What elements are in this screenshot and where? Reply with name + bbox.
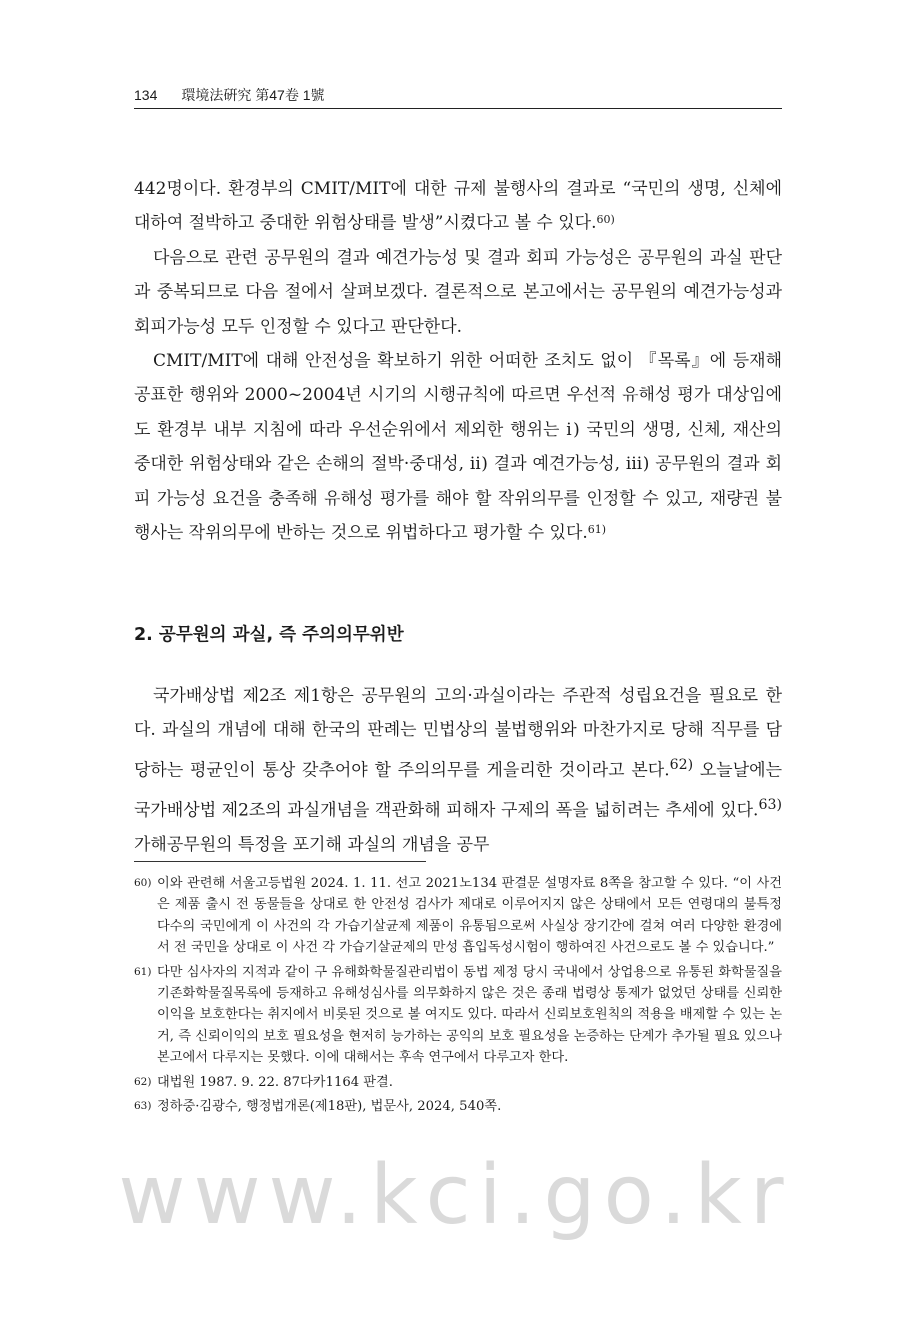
paragraph <box>134 344 782 550</box>
paragraph-text: 오늘날에는 국가배상법 제2조의 과실개념을 객관화해 피해자 구제의 폭을 넓히려는 추세에 있다. <box>134 760 782 821</box>
footnote-text: 다만 심사자의 지적과 같이 구 유해화학물질관리법이 동법 제정 당시 국내에서 상업용으로 유통된 화학물질을 기존화학물질목록에 등재하고 유해성심사를 의무화하지 않은 것은 종래 법령상 통제가 없었던 상태를 신뢰한 이익을 보호한다는 취지에서 비롯된 것으로 볼 여지도 있다. 따라서 신뢰보호원칙의 적용을 배제할 수 있는 논거, 즉 신뢰이익의 보호 필요성을 현저히 능가하는 공익의 보호 필요성을 논증하는 단계가 추가될 필요 있으나 본고에서 다루지는 못했다. 이에 대해서는 후속 연구에서 다루고자 한다. <box>157 964 782 1066</box>
section-heading: 2. 공무원의 과실, 즉 주의의무위반 <box>134 625 404 645</box>
journal-title: 環境法硏究 第47卷 1號 <box>181 87 325 103</box>
page-number: 134 <box>134 87 158 103</box>
footnotes <box>134 873 782 1120</box>
paragraph <box>134 172 782 241</box>
footnote-number: 61) <box>134 965 152 978</box>
paragraph-text: 가해공무원의 특정을 포기해 과실의 개념을 공무 <box>134 834 490 855</box>
footnote <box>134 1096 782 1117</box>
footnote-text: 정하중·김광수, 행정법개론(제18판), 법문사, 2024, 540쪽. <box>157 1099 502 1115</box>
paragraph <box>134 241 782 344</box>
running-header <box>134 84 782 109</box>
body-text-section <box>134 679 782 862</box>
footnote-text: 이와 관련해 서울고등법원 2024. 1. 11. 선고 2021노134 판결문 설명자료 8쪽을 참고할 수 있다. “이 사건은 제품 출시 전 동물들을 상대로 한 안전성 검사가 제대로 이루어지지 않은 상태에서 모든 연령대의 불특정 다수의 국민에게 이 사건의 각 가습기살균제 제품이 유통됨으로써 사실상 장기간에 걸쳐 여러 다양한 환경에서 전 국민을 상대로 이 사건 각 가습기살균제의 만성 흡입독성시험이 행하여진 사건으로도 볼 수 있습니다.” <box>157 876 782 956</box>
footnote-ref-60[interactable]: 60) <box>596 213 615 227</box>
paragraph <box>134 679 782 862</box>
footnote <box>134 962 782 1069</box>
footnote-ref-62[interactable]: 62) <box>669 756 694 773</box>
footnote-number: 63) <box>134 1100 152 1113</box>
footnote <box>134 873 782 959</box>
footnote-ref-61[interactable]: 61) <box>587 523 607 537</box>
footnote-divider <box>134 861 426 862</box>
body-text-top <box>134 172 782 550</box>
footnote-text: 대법원 1987. 9. 22. 87다카1164 판결. <box>157 1074 393 1090</box>
paragraph-text: CMIT/MIT에 대해 안전성을 확보하기 위한 어떠한 조치도 없이 『목록』에 등재해 공표한 행위와 2000~2004년 시기의 시행규칙에 따르면 우선적 유해성 평가 대상임에도 환경부 내부 지침에 따라 우선순위에서 제외한 행위는 ⅰ) 국민의 생명, 신체, 재산의 중대한 위험상태와 같은 손해의 절박·중대성, ⅱ) 결과 예견가능성, ⅲ) 공무원의 결과 회피 가능성 요건을 충족해 유해성 평가를 해야 할 작위의무를 인정할 수 있고, 재량권 불행사는 작위의무에 반하는 것으로 위법하다고 평가할 수 있다. <box>134 351 782 544</box>
footnote <box>134 1072 782 1093</box>
paragraph-text: 다음으로 관련 공무원의 결과 예견가능성 및 결과 회피 가능성은 공무원의 과실 판단과 중복되므로 다음 절에서 살펴보겠다. 결론적으로 본고에서는 공무원의 예견가능성과 회피가능성 모두 인정할 수 있다고 판단한다. <box>134 247 782 337</box>
watermark: www.kci.go.kr <box>118 1148 792 1243</box>
footnote-number: 60) <box>134 877 152 889</box>
paragraph-text: 국가배상법 제2조 제1항은 공무원의 고의·과실이라는 주관적 성립요건을 필요로 한다. 과실의 개념에 대해 한국의 판례는 민법상의 불법행위와 마찬가지로 당해 직무를 담당하는 평균인이 통상 갖추어야 할 주의의무를 게을리한 것이라고 본다. <box>134 686 782 781</box>
footnote-number: 62) <box>134 1075 152 1088</box>
paragraph-text: 442명이다. 환경부의 CMIT/MIT에 대한 규제 불행사의 결과로 “국민의 생명, 신체에 대하여 절박하고 중대한 위험상태를 발생”시켰다고 볼 수 있다. <box>134 179 782 234</box>
footnote-ref-63[interactable]: 63) <box>758 796 782 813</box>
